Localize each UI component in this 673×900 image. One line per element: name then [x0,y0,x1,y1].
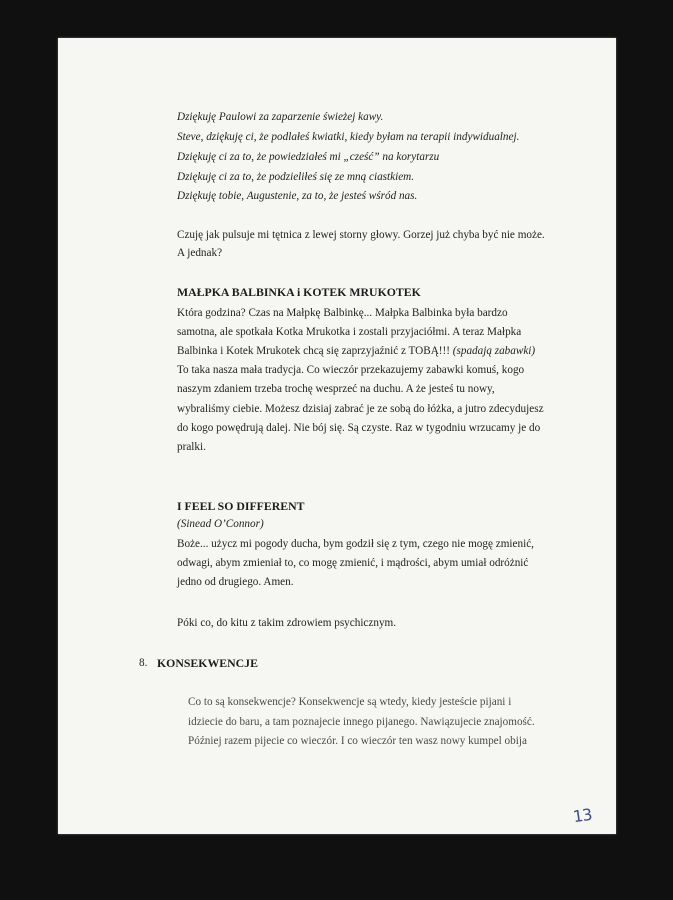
paragraph-line: Boże... użycz mi pogody ducha, bym godził się z tym, czego nie mogę zmienić, [177,538,534,550]
thanks-line: Dziękuję tobie, Augustenie, za to, że jesteś wśród nas. [177,190,418,202]
thanks-line: Dziękuję ci za to, że podzieliłeś się ze mną ciastkiem. [177,171,415,183]
paragraph-line: wybraliśmy ciebie. Możesz dzisiaj zabrać je ze sobą do łóżka, a jutro zdecydujesz [177,403,544,415]
paragraph-line [177,344,535,358]
paragraph-line: Która godzina? Czas na Małpkę Balbinkę... Małpka Balbinka była bardzo [177,307,508,319]
paragraph-line: pralki. [177,441,206,453]
stage-direction: (spadają zabawki) [452,345,536,357]
pulse-line: A jednak? [177,247,223,259]
closing-line: Póki co, do kitu z takim zdrowiem psychicznym. [177,617,397,629]
pulse-line: Czuję jak pulsuje mi tętnica z lewej storny głowy. Gorzej już chyba być nie może. [177,229,545,241]
paragraph-line: Później razem pijecie co wieczór. I co wieczór ten wasz nowy kumpel obija [188,735,527,747]
paragraph-line: idziecie do baru, a tam poznajecie innego pijanego. Nawiązujecie znajomość. [188,716,535,728]
paragraph-line: naszym zdaniem trzeba trochę wesprzeć na duchu. A że jesteś tu nowy, [177,383,495,395]
section-heading-feel: I FEEL SO DIFFERENT [177,499,305,513]
paragraph-text: Balbinka i Kotek Mrukotek chcą się zaprzyjaźnić z TOBĄ!!! [177,345,450,357]
paragraph-line: odwagi, abym zmieniał to, co mogę zmienić, i mądrości, abym umiał odróżnić [177,557,529,569]
document-page [58,38,616,834]
paragraph-line: jedno od drugiego. Amen. [177,576,294,588]
paragraph-line: Co to są konsekwencje? Konsekwencje są wtedy, kiedy jesteście pijani i [188,696,512,708]
thanks-line: Dziękuję ci za to, że powiedziałeś mi „cześć” na korytarzu [177,151,440,163]
section-number: 8. [139,657,148,669]
section-heading-consequences: KONSEKWENCJE [157,656,258,670]
thanks-line: Steve, dziękuję ci, że podlałeś kwiatki, kiedy byłam na terapii indywidualnej. [177,131,520,143]
section-subtitle: (Sinead O’Connor) [177,518,264,530]
thanks-line: Dziękuję Paulowi za zaparzenie świeżej kawy. [177,111,384,123]
section-heading-monkey: MAŁPKA BALBINKA i KOTEK MRUKOTEK [177,285,421,299]
paragraph-line: To taka nasza mała tradycja. Co wieczór przekazujemy zabawki komuś, kogo [177,364,525,376]
paragraph-line: do kogo powędrują dalej. Nie bój się. Są czyste. Raz w tygodniu wrzucamy je do [177,422,541,434]
handwritten-page-number: 13 [571,804,593,827]
paragraph-line: samotna, ale spotkała Kotka Mrukotka i zostali przyjaciółmi. A teraz Małpka [177,326,522,338]
